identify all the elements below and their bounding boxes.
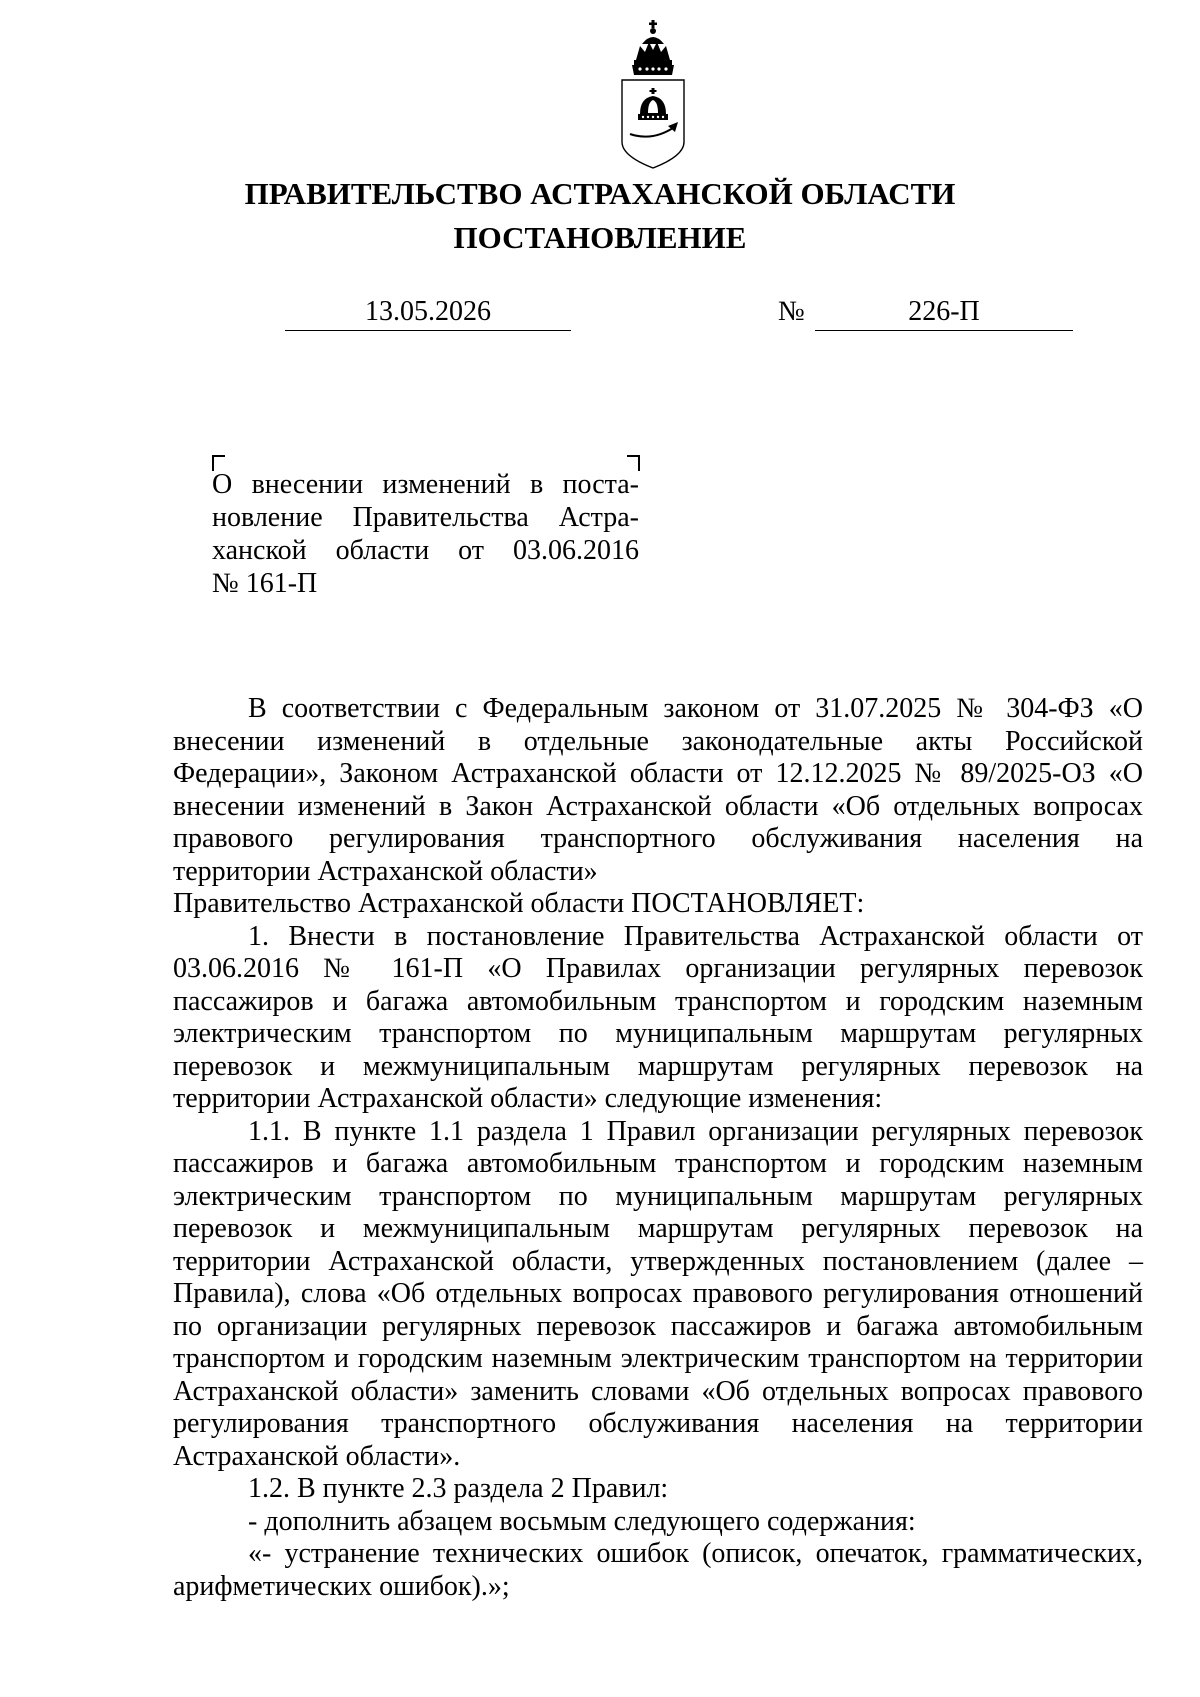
document-type: ПОСТАНОВЛЕНИЕ (453, 220, 747, 255)
item-1-2-paragraph: 1.2. В пункте 2.3 раздела 2 Правил: (248, 1473, 669, 1504)
document-number: 226-П (815, 294, 1073, 331)
subject-line: ханской области от 03.06.2016 (212, 535, 639, 566)
document-date: 13.05.2026 (285, 294, 571, 331)
document-subject (212, 468, 639, 600)
subject-line: О внесении изменений в поста- (212, 469, 639, 500)
preamble-paragraph: В соответствии с Федеральным законом от 31.07.2025 № 304-ФЗ «О внесении изменений в отдельные законодательные акты Российской Федерации», Законом Астраханской области от 12.12.2025 № 89/2025-ОЗ «О внесении изменений в Закон Астраханской области «Об отдельных вопросах правового регулирования транспортного обслуживания населения на территории Астраханской области» (173, 693, 1143, 887)
organization-name: ПРАВИТЕЛЬСТВО АСТРАХАНСКОЙ ОБЛАСТИ (244, 176, 956, 211)
item-1-1-paragraph: 1.1. В пункте 1.1 раздела 1 Правил организации регулярных перевозок пассажиров и багажа автомобильным транспортом и городским наземным электрическим транспортом по муниципальным маршрутам регулярных перевозок и межмуниципальным маршрутам регулярных перевозок на территории Астраханской области, утвержденных постановлением (далее – Правила), слова «Об отдельных вопросах правового регулирования отношений по организации регулярных перевозок пассажиров и багажа автомобильным транспортом и городским наземным электрическим транспортом на территории Астраханской области» заменить словами «Об отдельных вопросах правового регулирования транспортного обслуживания населения на территории Астраханской области». (173, 1115, 1143, 1472)
subject-line: новление Правительства Астра- (212, 502, 639, 533)
document-body (173, 693, 1143, 1603)
document-header (0, 172, 1200, 260)
number-sign: № (778, 296, 805, 327)
item-1-paragraph: 1. Внести в постановление Правительства Астраханской области от 03.06.2016 № 161-П «О Правилах организации регулярных перевозок пассажиров и багажа автомобильным транспортом и городским наземным электрическим транспортом по муниципальным маршрутам регулярных перевозок и межмуниципальным маршрутам регулярных перевозок на территории Астраханской области» следующие изменения: (173, 920, 1143, 1114)
subject-line: № 161-П (212, 568, 318, 599)
coat-of-arms-emblem (618, 18, 688, 170)
item-1-2-quoted-text: «- устранение технических ошибок (описок, опечаток, грамматических, арифметических ошибок).»; (173, 1538, 1143, 1602)
item-1-2-subparagraph: - дополнить абзацем восьмым следующего содержания: (248, 1505, 916, 1537)
resolution-statement: Правительство Астраханской области ПОСТАНОВЛЯЕТ: (173, 888, 865, 919)
